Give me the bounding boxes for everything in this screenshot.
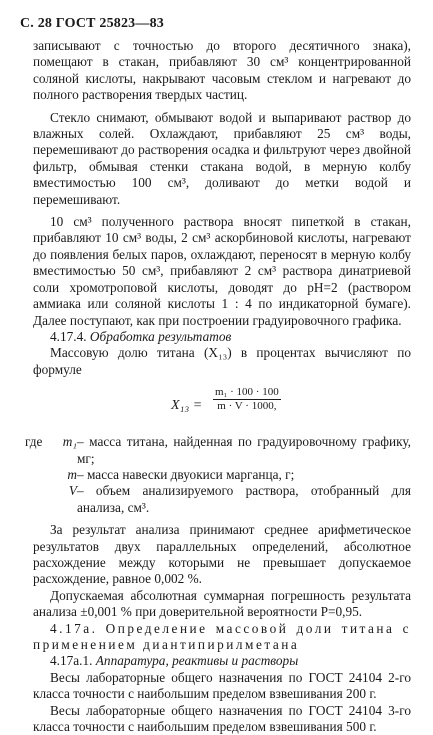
paragraph-scales-3: Весы лабораторные общего назначения по ГОСТ 24104 3-го класса точности с наибольшим пределом взвешивания 500 г. (33, 702, 411, 735)
page-header: С. 28 ГОСТ 25823—83 (20, 16, 164, 31)
definition-v (33, 483, 411, 516)
paragraph-1: записывают с точностью до второго десятичного знака), помещают в стакан, прибавляют 30 см³ концентрированной соляной кислоты, накрывают часовым стеклом и нагревают до полного растворения твердых частиц. (33, 38, 411, 103)
formula-denominator (213, 400, 281, 413)
formula-tail: , (273, 400, 277, 413)
definition-text-m: – масса навески двуокиси марганца, г; (77, 466, 295, 482)
where-label: где (25, 434, 43, 450)
paragraph-result: За результат анализа принимают среднее арифметическое результатов двух параллельных определений, абсолютное расхождение между которыми не превышает допускаемое расхождение, равное 0,002 %. (33, 522, 411, 587)
section-4-17a-1 (33, 653, 411, 669)
definition-text-v: – объем анализируемого раствора, отобранный для анализа, см³. (77, 483, 411, 515)
definition-m1 (25, 434, 411, 467)
definition-m (33, 467, 411, 483)
definition-text-m1: – масса титана, найденная по градуировочному графику, мг; (77, 434, 411, 466)
formula-numerator: m₁ · 100 · 100 (215, 386, 279, 399)
section-4-17a: 4.17а. Определение массовой доли титана с применением диантипирилметана (33, 620, 411, 652)
symbol-m: m (67, 466, 77, 482)
formula-fraction (213, 386, 281, 413)
paragraph-2: Стекло снимают, обмывают водой и выпаривают раствор до влажных солей. Охлаждают, прибавляют 25 см³ воды, перемешивают до растворения осадка и фильтруют через двойной фильтр, обмывая стенки стакана водой, в мерную колбу вместимостью 100 см³, доливают до метки водой и перемешивают. (33, 109, 411, 207)
document-body (25, 38, 411, 735)
section-number: 4.17а.1. (50, 653, 93, 669)
denominator-text: m · V · 1000 (217, 400, 274, 413)
paragraph-scales-2: Весы лабораторные общего назначения по ГОСТ 24104 2-го класса точности с наибольшим пределом взвешивания 200 г. (33, 669, 411, 702)
section-number: 4.17.4. (50, 328, 87, 344)
definitions (25, 434, 411, 516)
formula-intro: Массовую долю титана (X₁₃) в процентах вычисляют по формуле (33, 345, 411, 377)
paragraph-error: Допускаемая абсолютная суммарная погрешность результата анализа ±0,001 % при доверительной вероятности P=0,95. (33, 587, 411, 620)
symbol-m1: m₁ (62, 434, 77, 450)
formula (33, 384, 411, 428)
symbol-v: V (68, 483, 77, 499)
section-title: Обработка результатов (89, 328, 232, 344)
paragraph-3: 10 см³ полученного раствора вносят пипеткой в стакан, прибавляют 10 см³ воды, 2 см³ аскорбиновой кислоты, нагревают до появления белых паров, охлаждают, переносят в мерную колбу вместимостью 50 см³, прибавляют 2 см³ раствора динатриевой соли хромотроповой кислоты, доводят до рН=2 (раствором аммиака или соляной кислоты 1 : 4 по индикаторной бумаге). Далее поступают, как при построении градуировочного графика. (33, 214, 411, 328)
formula-lhs: X₁₃ = (171, 398, 203, 414)
section-4-17-4 (33, 329, 411, 345)
section-title: Аппаратура, реактивы и растворы (95, 653, 299, 669)
